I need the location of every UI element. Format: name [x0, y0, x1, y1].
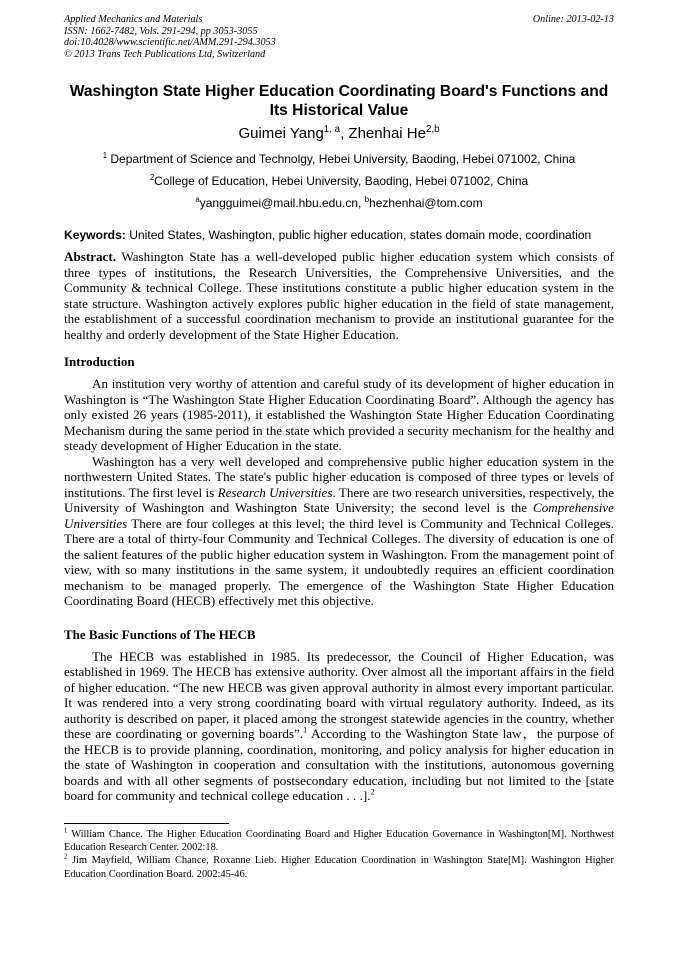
paragraph: An institution very worthy of attention and careful study of its development of higher education in Washington is “The Washington State Higher Education Coordinating Board”. Although the agency has only existed 26 years (1985-2011), it established the Washington State Higher Education Coordinating Mechanism during the same period in the state which provided a security mechanism for the healthy and steady development of Higher Education in the state. — [64, 376, 614, 454]
keywords-text: United States, Washington, public higher education, states domain mode, coordination — [125, 228, 592, 243]
email-link[interactable]: hezhenhai@tom.com — [369, 196, 483, 211]
emphasis: Comprehensive Universities — [64, 500, 614, 531]
paragraph — [64, 649, 614, 804]
journal-meta — [64, 14, 614, 60]
journal-name: Applied Mechanics and Materials — [64, 14, 203, 25]
copyright-line: © 2013 Trans Tech Publications Ltd, Switzerland — [64, 48, 266, 60]
affiliation-2 — [64, 170, 614, 192]
paragraph-text: According to the Washington State law，the purpose of the HECB is to provide planning, coordination, monitoring, and policy analysis for higher education in the state of Washington in cooperation and consultation with the institutions, autonomous governing boards and with all other segments of postsecondary education, including but not limited to the [state board for community and technical college education . . .]. — [64, 726, 614, 804]
keywords — [64, 228, 614, 242]
abstract-text: Washington State has a well-developed public higher education system which consists of three types of institutions, the Research Universities, the Comprehensive Universities, and the Community & technical College. These institutions constitute a public higher education system in the state structure. Washington actively explores public higher education in the field of state management, the establishment of a successful coordination mechanism to provide an institutional guarantee for the healthy and orderly development of the State Higher Education. — [64, 249, 614, 342]
title-line-2: Its Historical Value — [269, 102, 409, 120]
email-marker: b — [364, 195, 370, 205]
footnotes — [64, 828, 614, 881]
email-link[interactable]: yangguimei@mail.hbu.edu.cn — [199, 196, 359, 211]
section-basic-functions — [64, 649, 614, 804]
author-name: Guimei Yang — [238, 125, 324, 143]
abstract-label: Abstract. — [64, 249, 116, 265]
footnote-item — [64, 828, 614, 855]
author-name: Zhenhai He — [348, 125, 426, 143]
footnote-number: 2 — [64, 854, 68, 861]
journal-header — [64, 14, 614, 60]
author-emails — [64, 192, 614, 214]
footnote-divider — [64, 823, 229, 824]
footnote-text: Jim Mayfield, William Chance, Roxanne Lieb. Higher Education Coordination in Washington State[M]. Washington Higher Education Coordination Board. 2002:45-46. — [64, 855, 614, 880]
paragraph-text: The HECB was established in 1985. Its predecessor, the Council of Higher Education, was established in 1969. The HECB has extensive authority. Over almost all the important affairs in the field of higher education. “The new HECB was given approval authority in almost every important particular. It was rendered into a very strong coordinating board with virtual regulatory authority. Indeed, as its authority is described on paper, it placed among the strongest statewide agencies in the country, whether these are coordinating or governing boards”. — [64, 648, 614, 742]
online-date: Online: 2013-02-13 — [532, 14, 614, 25]
abstract — [64, 249, 614, 342]
paragraph — [64, 454, 614, 609]
affiliation-text: College of Education, Hebei University, Baoding, Hebei 071002, China — [154, 174, 529, 189]
author-separator: , — [340, 125, 349, 143]
author-list — [64, 124, 614, 144]
affiliation-marker: 1 — [102, 151, 108, 161]
section-heading-basic-functions: The Basic Functions of The HECB — [64, 626, 256, 642]
paragraph-text: Washington has a very well developed and comprehensive public higher education system in the northwestern United States. The state's public higher education is composed of three types or levels of institutions. The first level is — [64, 453, 614, 500]
email-separator: , — [358, 196, 365, 211]
title-line-1: Washington State Higher Education Coordinating Board's Functions and — [69, 83, 609, 101]
email-marker: a — [195, 195, 200, 205]
footnote-ref[interactable]: 1 — [303, 725, 308, 736]
issn-line: ISSN: 1662-7482, Vols. 291-294, pp 3053-3055 — [64, 25, 258, 37]
author-affiliation-marker: 1, a — [323, 124, 341, 136]
paper-title — [64, 82, 614, 120]
paper-page — [64, 14, 614, 881]
footnote-text: William Chance. The Higher Education Coordinating Board and Higher Education Governance in Washington[M]. Northwest Education Research Center. 2002:18. — [64, 828, 614, 854]
section-introduction — [64, 376, 614, 609]
doi-line: doi:10.4028/www.scientific.net/AMM.291-294.3053 — [64, 37, 276, 49]
footnote-item — [64, 854, 614, 881]
affiliation-text: Department of Science and Technolgy, Hebei University, Baoding, Hebei 071002, China — [107, 152, 576, 167]
footnote-number: 1 — [64, 827, 68, 835]
emphasis: Research Universities — [217, 484, 333, 500]
keywords-label: Keywords: — [64, 228, 126, 243]
section-heading-introduction: Introduction — [64, 354, 135, 370]
paragraph-text: There are four colleges at this level; the third level is Community and Technical Colleges. There are a total of thirty-four Community and Technical Colleges. The diversity of education is one of the salient features of the public higher education system in Washington. From the management point of view, with so many institutions in the same system, it undoubtedly requires an efficient coordination mechanism to be managed properly. The emergence of the Washington State Higher Education Coordinating Board (HECB) effectively met this objective. — [64, 515, 614, 609]
paragraph-text: . There are two research universities, respectively, the University of Washington and Washington State University; the second level is the — [64, 484, 615, 516]
footnote-ref[interactable]: 2 — [370, 787, 375, 798]
affiliation-marker: 2 — [149, 173, 155, 183]
author-affiliation-marker: 2,b — [425, 124, 440, 136]
affiliation-1 — [64, 148, 614, 170]
